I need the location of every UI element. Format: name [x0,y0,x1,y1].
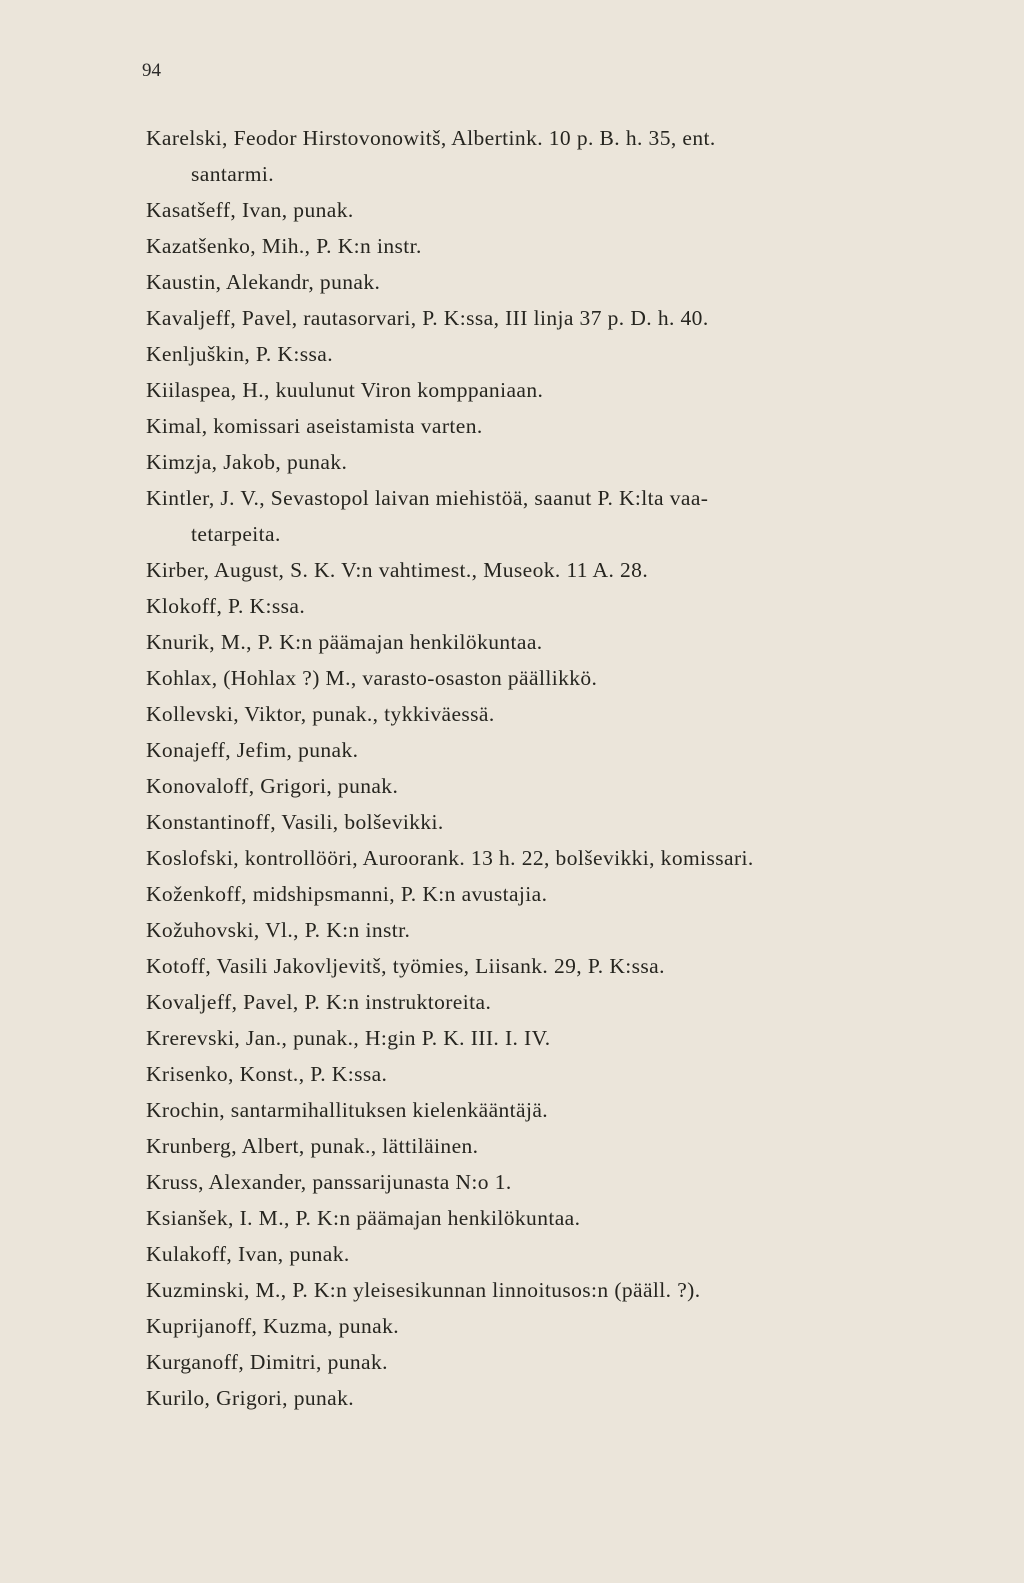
list-item: Konstantinoff, Vasili, bolševikki. [146,810,444,834]
page-number: 94 [142,60,161,81]
list-item: Kiilaspea, H., kuulunut Viron komppaniaan. [146,378,544,402]
list-item: Kuzminski, M., P. K:n yleisesikunnan linnoitusos:n (pääll. ?). [146,1278,701,1302]
list-item: Krerevski, Jan., punak., H:gin P. K. III. I. IV. [146,1026,551,1050]
list-item: Kintler, J. V., Sevastopol laivan miehistöä, saanut P. K:lta vaa- [146,486,709,510]
list-item: Konovaloff, Grigori, punak. [146,774,399,798]
list-item: Krochin, santarmihallituksen kielenkääntäjä. [146,1098,549,1122]
list-item: Kasatšeff, Ivan, punak. [146,198,354,222]
list-item: Kavaljeff, Pavel, rautasorvari, P. K:ssa, III linja 37 p. D. h. 40. [146,306,709,330]
list-item: Kollevski, Viktor, punak., tykkiväessä. [146,702,495,726]
list-item: Koženkoff, midshipsmanni, P. K:n avustajia. [146,882,548,906]
list-item: Kimal, komissari aseistamista varten. [146,414,483,438]
list-item: Kurilo, Grigori, punak. [146,1386,355,1410]
list-item-continuation: tetarpeita. [191,522,281,546]
list-item: Kaustin, Alekandr, punak. [146,270,381,294]
list-item: Kulakoff, Ivan, punak. [146,1242,350,1266]
list-item: Kožuhovski, Vl., P. K:n instr. [146,918,411,942]
list-item: Kenljuškin, P. K:ssa. [146,342,333,366]
list-item: Kruss, Alexander, panssarijunasta N:o 1. [146,1170,512,1194]
list-item: Karelski, Feodor Hirstovonowitš, Albertink. 10 p. B. h. 35, ent. [146,126,716,150]
list-item-continuation: santarmi. [191,162,275,186]
list-item: Kazatšenko, Mih., P. K:n instr. [146,234,422,258]
list-item: Klokoff, P. K:ssa. [146,594,306,618]
list-item: Krunberg, Albert, punak., lättiläinen. [146,1134,479,1158]
list-item: Kimzja, Jakob, punak. [146,450,348,474]
list-item: Kohlax, (Hohlax ?) M., varasto-osaston päällikkö. [146,666,598,690]
list-item: Koslofski, kontrollööri, Auroorank. 13 h. 22, bolševikki, komissari. [146,846,754,870]
name-list [146,120,936,1416]
list-item: Krisenko, Konst., P. K:ssa. [146,1062,388,1086]
list-item: Ksianšek, I. M., P. K:n päämajan henkilökuntaa. [146,1206,581,1230]
list-item: Kuprijanoff, Kuzma, punak. [146,1314,400,1338]
list-item: Kotoff, Vasili Jakovljevitš, työmies, Liisank. 29, P. K:ssa. [146,954,665,978]
list-item: Kurganoff, Dimitri, punak. [146,1350,388,1374]
list-item: Knurik, M., P. K:n päämajan henkilökuntaa. [146,630,543,654]
list-item: Kovaljeff, Pavel, P. K:n instruktoreita. [146,990,492,1014]
list-item: Konajeff, Jefim, punak. [146,738,359,762]
list-item: Kirber, August, S. K. V:n vahtimest., Museok. 11 A. 28. [146,558,649,582]
